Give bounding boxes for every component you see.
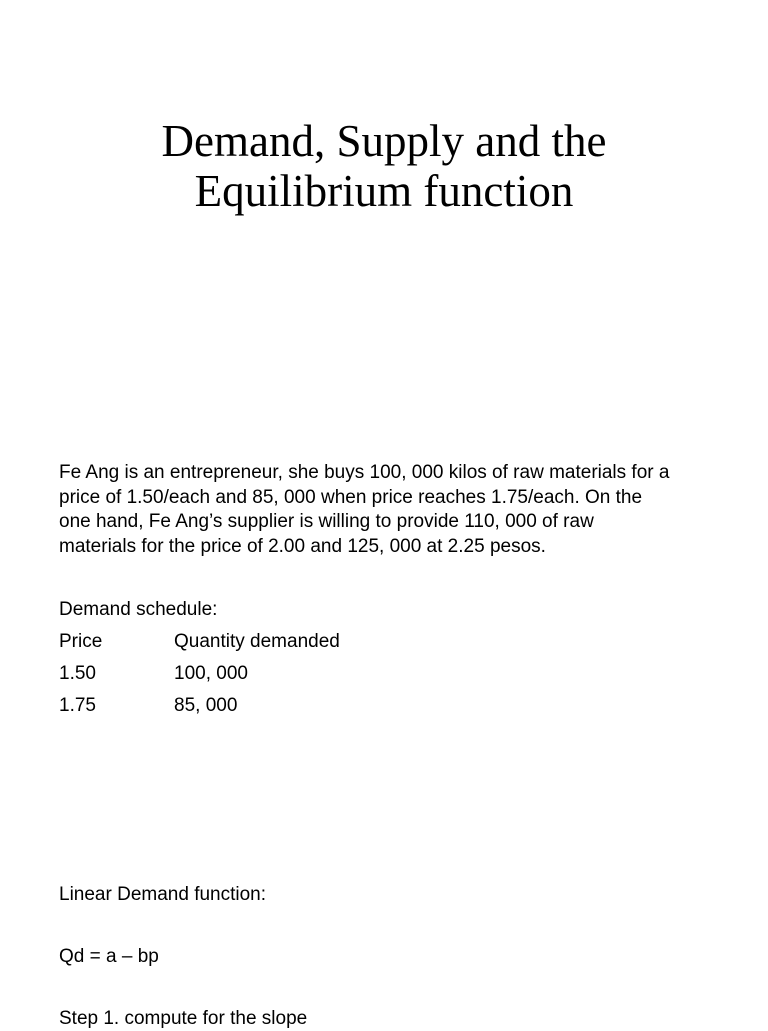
problem-paragraph — [59, 461, 729, 559]
slide-title — [0, 116, 768, 216]
title-line-2: Equilibrium function — [194, 166, 574, 216]
price-cell: 1.50 — [59, 663, 96, 684]
table-row — [59, 662, 459, 686]
title-line-1: Demand, Supply and the — [161, 116, 607, 166]
quantity-cell: 100, 000 — [174, 663, 248, 684]
demand-formula: Qd = a – bp — [59, 946, 159, 967]
demand-schedule-heading: Demand schedule: — [59, 599, 218, 620]
column-header-quantity: Quantity demanded — [174, 631, 340, 652]
problem-line: one hand, Fe Ang’s supplier is willing to provide 110, 000 of raw — [59, 511, 594, 532]
linear-demand-heading: Linear Demand function: — [59, 884, 267, 905]
price-cell: 1.75 — [59, 695, 96, 716]
problem-line: materials for the price of 2.00 and 125, 000 at 2.25 pesos. — [59, 535, 546, 557]
problem-line: Fe Ang is an entrepreneur, she buys 100, 000 kilos of raw materials for a — [59, 462, 670, 483]
problem-line: price of 1.50/each and 85, 000 when price reaches 1.75/each. On the — [59, 486, 643, 508]
table-row — [59, 694, 459, 718]
step-1-text: Step 1. compute for the slope — [59, 1008, 308, 1029]
quantity-cell: 85, 000 — [174, 695, 238, 716]
column-header-price: Price — [59, 631, 103, 652]
demand-schedule-header-row — [59, 630, 459, 654]
